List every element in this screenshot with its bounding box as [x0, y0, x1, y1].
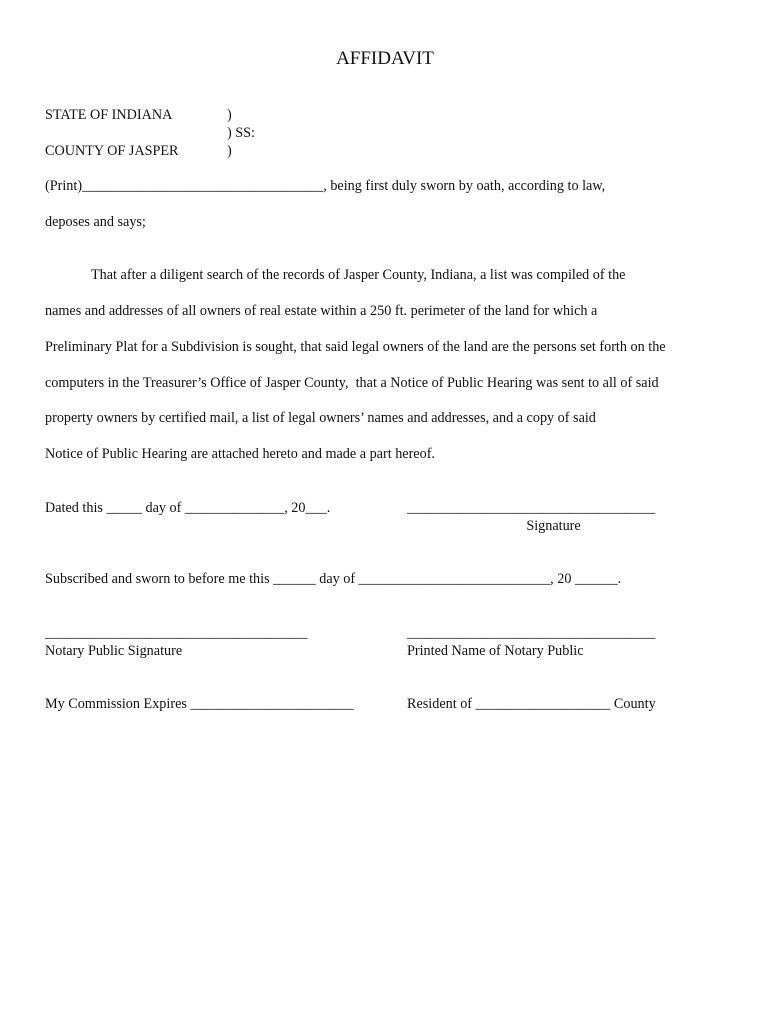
signature-line: ___________________________________ [407, 500, 656, 516]
body-line: Preliminary Plat for a Subdivision is sought, that said legal owners of the land are the persons set forth on the [45, 339, 666, 355]
signature-label: Signature [526, 518, 581, 534]
venue-paren-top: ) [227, 107, 232, 123]
notary-signature-label: Notary Public Signature [45, 643, 183, 659]
body-line: names and addresses of all owners of real estate within a 250 ft. perimeter of the land for which a [45, 303, 598, 319]
dated-line: Dated this _____ day of ______________, 20___. [45, 500, 331, 516]
commission-expires-line: My Commission Expires _______________________ [45, 696, 354, 712]
body-line: Notice of Public Hearing are attached hereto and made a part hereof. [45, 446, 435, 462]
resident-of-line: Resident of ___________________ County [407, 696, 656, 712]
subscribed-line: Subscribed and sworn to before me this ______ day of ___________________________, 20 ______. [45, 571, 622, 587]
document-title: AFFIDAVIT [336, 48, 434, 69]
notary-signature-line: _____________________________________ [45, 625, 308, 641]
printed-name-label: Printed Name of Notary Public [407, 643, 584, 659]
body-line: That after a diligent search of the records of Jasper County, Indiana, a list was compiled of the [91, 267, 626, 283]
intro-line-print: (Print)__________________________________, being first duly sworn by oath, according to law, [45, 178, 606, 194]
venue-county: COUNTY OF JASPER [45, 143, 179, 159]
body-line: property owners by certified mail, a list of legal owners’ names and addresses, and a copy of said [45, 410, 596, 426]
venue-ss: ) SS: [227, 125, 255, 141]
intro-line-deposes: deposes and says; [45, 214, 146, 230]
venue-state: STATE OF INDIANA [45, 107, 173, 123]
venue-paren-bottom: ) [227, 143, 232, 159]
body-line: computers in the Treasurer’s Office of Jasper County, that a Notice of Public Hearing was sent to all of said [45, 375, 659, 391]
printed-name-line: ___________________________________ [407, 625, 656, 641]
